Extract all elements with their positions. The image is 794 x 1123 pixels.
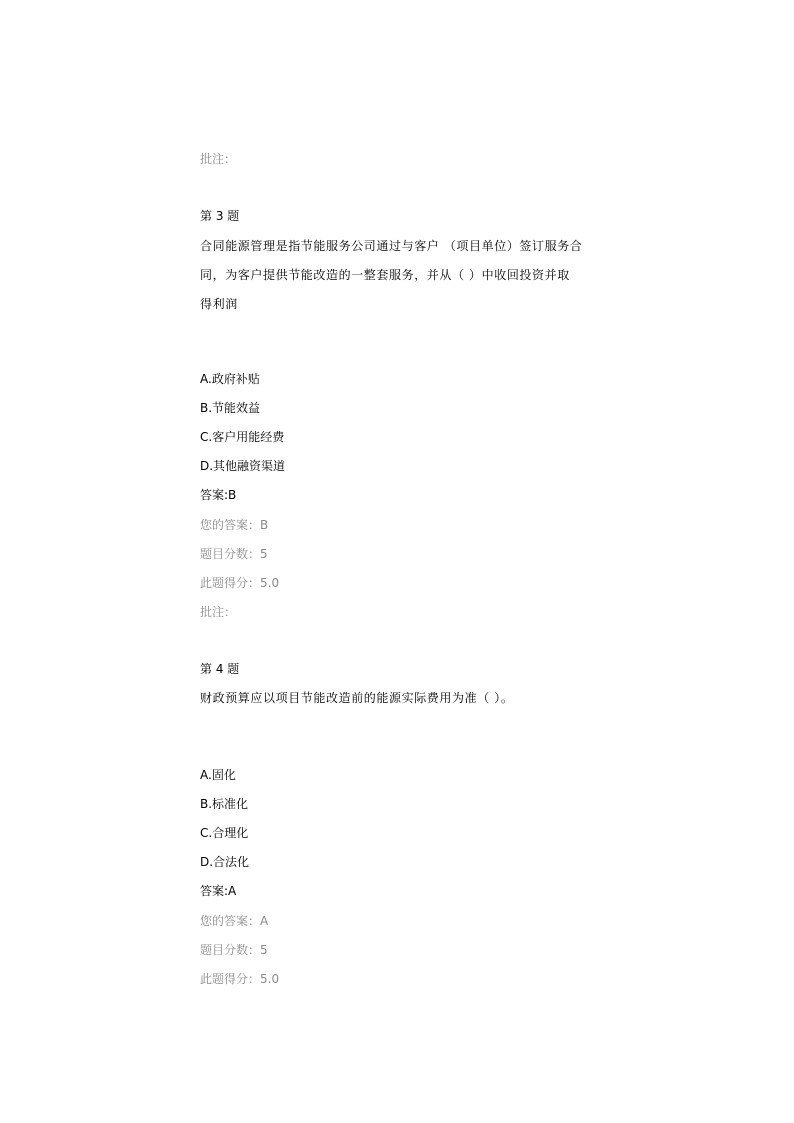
correct-answer: 答案:A (200, 884, 237, 898)
question-heading: 第 4 题 (200, 662, 240, 676)
your-answer: 您的答案：A (200, 914, 269, 928)
question-score: 题目分数：5 (200, 547, 268, 561)
option-d: D.合法化 (200, 855, 250, 869)
question-stem-line: 得利润 (200, 297, 238, 311)
question-stem-line: 合同能源管理是指节能服务公司通过与客户 （项目单位）签订服务合 (200, 239, 583, 253)
option-a: A.政府补贴 (200, 372, 260, 386)
option-b: B.节能效益 (200, 401, 261, 415)
option-a: A.固化 (200, 768, 236, 782)
earned-score: 此题得分：5.0 (200, 576, 280, 590)
question-stem-line: 同，为客户提供节能改造的一整套服务，并从（ ）中收回投资并取 (200, 268, 570, 282)
correct-answer: 答案:B (200, 488, 237, 502)
option-c: C.合理化 (200, 826, 249, 840)
option-c: C.客户用能经费 (200, 430, 285, 444)
question-score: 题目分数：5 (200, 943, 268, 957)
option-b: B.标准化 (200, 797, 249, 811)
option-d: D.其他融资渠道 (200, 459, 286, 473)
your-answer: 您的答案：B (200, 518, 269, 532)
earned-score: 此题得分：5.0 (200, 972, 280, 986)
comment-label: 批注： (200, 152, 237, 166)
comment-label: 批注： (200, 605, 237, 619)
question-heading: 第 3 题 (200, 209, 240, 223)
question-stem-line: 财政预算应以项目节能改造前的能源实际费用为准（ ）。 (200, 691, 514, 705)
